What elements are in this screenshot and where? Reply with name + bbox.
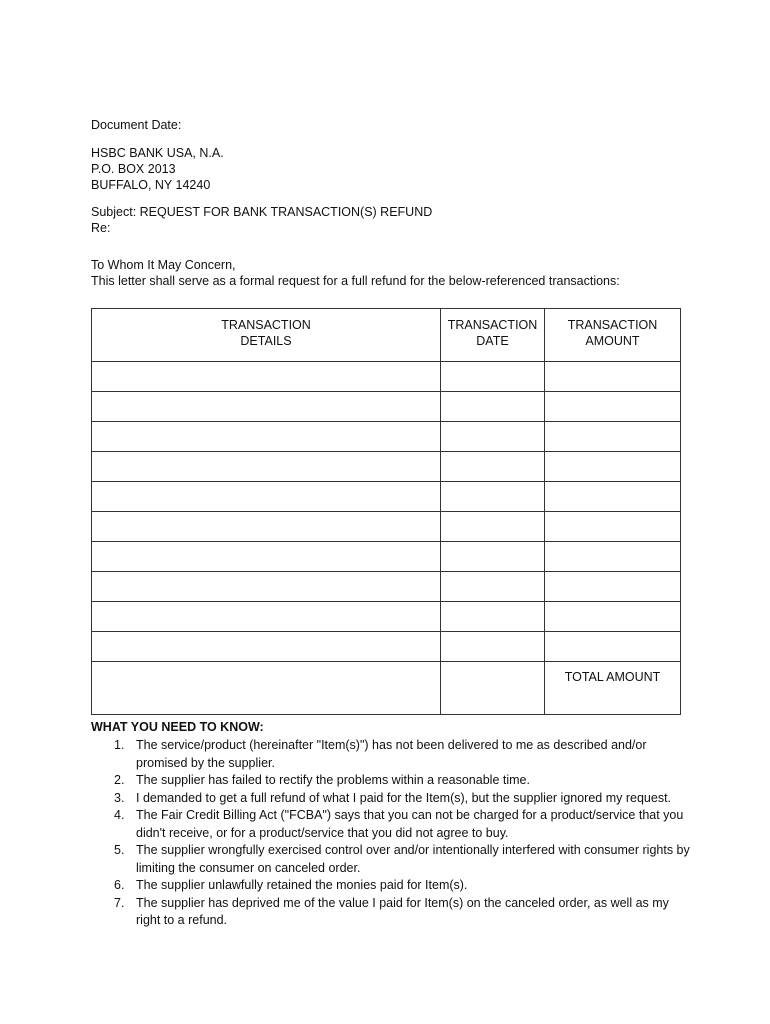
details-cell[interactable] (92, 512, 441, 542)
salutation: To Whom It May Concern, (91, 258, 236, 272)
date-cell[interactable] (441, 542, 545, 572)
document-date-label: Document Date: (91, 118, 182, 132)
recipient-address (91, 145, 224, 193)
total-amount-label[interactable]: TOTAL AMOUNT (545, 662, 681, 715)
table-row (92, 362, 681, 392)
address-line-1: HSBC BANK USA, N.A. (91, 146, 224, 160)
table-row (92, 602, 681, 632)
what-you-need-to-know (91, 719, 691, 930)
amount-cell[interactable] (545, 632, 681, 662)
table-row (92, 572, 681, 602)
table-row (92, 422, 681, 452)
know-list (91, 737, 691, 930)
amount-cell[interactable] (545, 422, 681, 452)
intro-text: This letter shall serve as a formal request for a full refund for the below-referenced transactions: (91, 274, 620, 288)
details-cell[interactable] (92, 542, 441, 572)
address-line-2: P.O. BOX 2013 (91, 162, 176, 176)
date-cell[interactable] (441, 422, 545, 452)
list-item: 6. The supplier unlawfully retained the monies paid for Item(s). (114, 878, 468, 892)
table-row (92, 392, 681, 422)
document-date (91, 117, 181, 133)
amount-cell[interactable] (545, 392, 681, 422)
header-transaction-amount: TRANSACTION AMOUNT (545, 309, 681, 362)
details-cell[interactable] (92, 362, 441, 392)
know-title: WHAT YOU NEED TO KNOW: (91, 720, 264, 734)
re-line: Re: (91, 221, 111, 235)
date-cell[interactable] (441, 512, 545, 542)
details-cell[interactable] (92, 632, 441, 662)
table-row (92, 512, 681, 542)
amount-cell[interactable] (545, 452, 681, 482)
table-row (92, 542, 681, 572)
amount-cell[interactable] (545, 542, 681, 572)
list-item: 3. I demanded to get a full refund of what I paid for the Item(s), but the supplier ignored my request. (114, 790, 672, 805)
details-cell[interactable] (92, 392, 441, 422)
details-cell[interactable] (92, 482, 441, 512)
subject-block (91, 204, 432, 236)
table-row (92, 482, 681, 512)
amount-cell[interactable] (545, 602, 681, 632)
total-blank-cell (92, 662, 441, 715)
date-cell[interactable] (441, 572, 545, 602)
details-cell[interactable] (92, 602, 441, 632)
amount-cell[interactable] (545, 512, 681, 542)
list-item: 1. The service/product (hereinafter "Item(s)") has not been delivered to me as described and/or promised by the supplier. (114, 738, 647, 770)
header-transaction-date: TRANSACTION DATE (441, 309, 545, 362)
subject-line: Subject: REQUEST FOR BANK TRANSACTION(S) REFUND (91, 205, 433, 219)
table-row (92, 632, 681, 662)
amount-cell[interactable] (545, 482, 681, 512)
transactions-table (91, 308, 681, 715)
date-cell[interactable] (441, 452, 545, 482)
list-item: 7. The supplier has deprived me of the value I paid for Item(s) on the canceled order, as well as my right to a refund. (114, 895, 669, 927)
table-header-row (92, 309, 681, 362)
salutation-block (91, 257, 620, 289)
amount-cell[interactable] (545, 362, 681, 392)
date-cell[interactable] (441, 392, 545, 422)
date-cell[interactable] (441, 362, 545, 392)
address-line-3: BUFFALO, NY 14240 (91, 178, 211, 192)
table-row (92, 452, 681, 482)
list-item: 5. The supplier wrongfully exercised control over and/or intentionally interfered with consumer rights by limiting the consumer on canceled order. (114, 843, 690, 875)
date-cell[interactable] (441, 632, 545, 662)
details-cell[interactable] (92, 572, 441, 602)
date-cell[interactable] (441, 482, 545, 512)
details-cell[interactable] (92, 422, 441, 452)
total-row (92, 662, 681, 715)
amount-cell[interactable] (545, 572, 681, 602)
details-cell[interactable] (92, 452, 441, 482)
header-transaction-details: TRANSACTION DETAILS (92, 309, 441, 362)
list-item: 4. The Fair Credit Billing Act ("FCBA") says that you can not be charged for a product/service that you didn't receive, or for a product/service that you did not agree to buy. (114, 808, 684, 840)
list-item: 2. The supplier has failed to rectify the problems within a reasonable time. (114, 773, 530, 787)
date-cell[interactable] (441, 602, 545, 632)
total-blank-cell (441, 662, 545, 715)
